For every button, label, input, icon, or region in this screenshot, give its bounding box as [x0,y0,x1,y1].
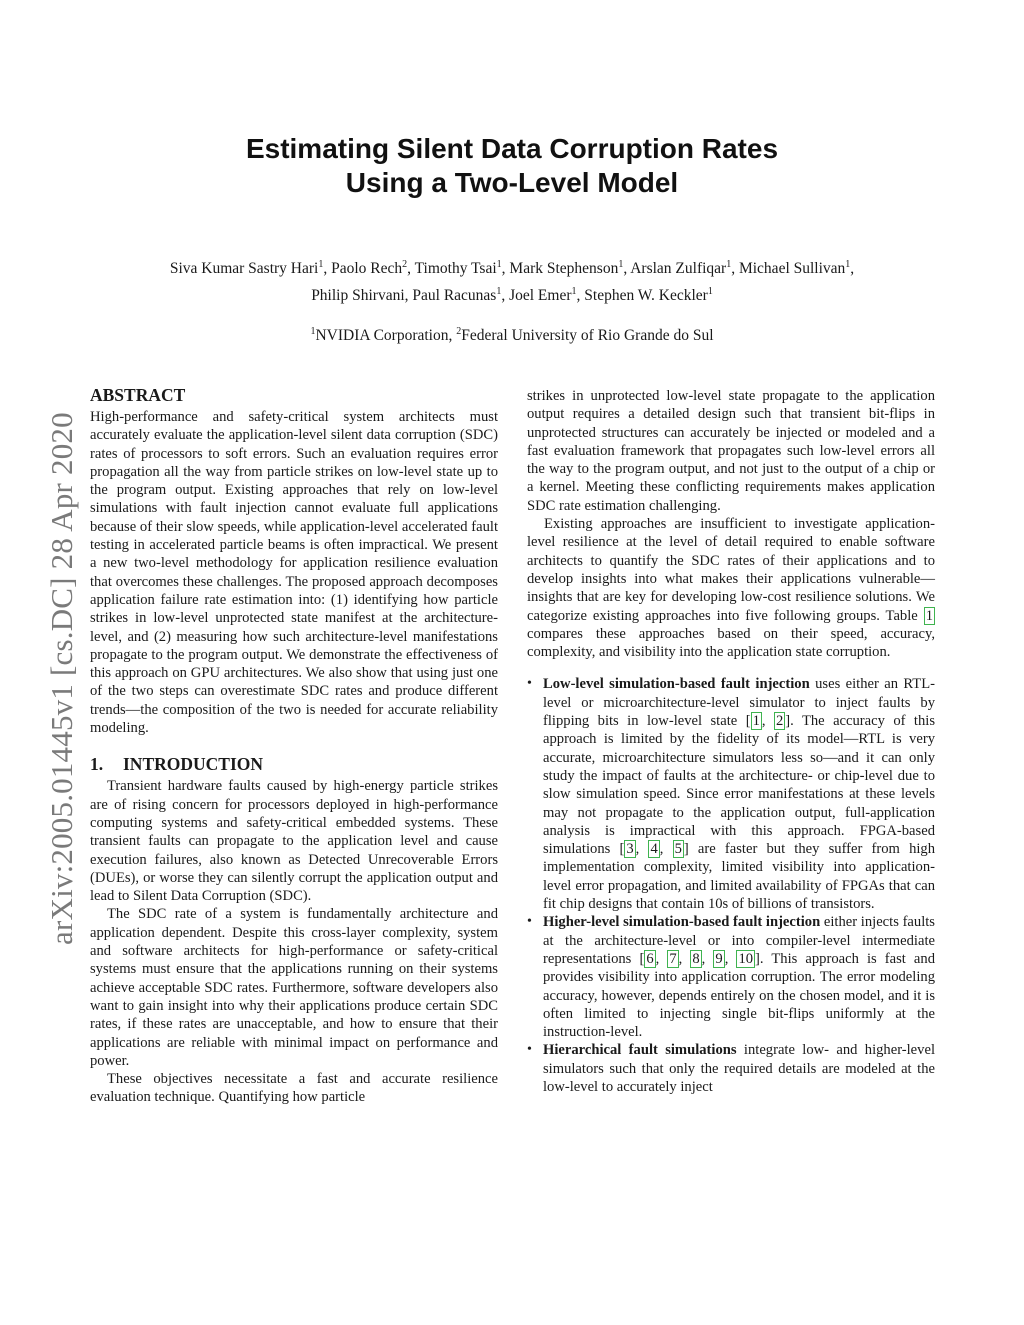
abstract-text: High-performance and safety-critical system architects must accurately evaluate the application-level silent data corruption (SDC) rates of processors to soft errors. Such an evaluation requires error propagation all the way from particle strikes on low-level state up to the program output. Existing approaches that rely on low-level simulations with fault injection cannot evaluate full applications because of their slow speeds, while application-level accelerated fault testing in accelerated particle beams is often impractical. We present a new two-level methodology for application resilience evaluation that overcomes these challenges. The proposed approach decomposes application failure rate estimation into: (1) identifying how particle strikes in low-level unprotected state manifest at the architecture-level, and (2) measuring how such architecture-level manifestations propagate to the program output. We demonstrate the effectiveness of this approach on GPU architectures. We also show that using just one of the two steps can overestimate SDC rates and produce different trends—the composition of the two is needed for accurate reliability modeling. [90,409,498,737]
citation-link[interactable]: 1 [752,713,760,730]
author-line-2 [0,282,1024,309]
section-number: 1. [90,754,104,775]
author: Stephen W. Keckler$^1$ [584,286,713,304]
intro-paragraph-1: Transient hardware faults caused by high-energy particle strikes are of rising concern for processors deployed in high-performance computing systems and safety-critical embedded systems. These transient faults can propagate to the application level and cause execution failures, also known as Detected Unrecoverable Errors (DUEs), or worse they can silently corrupt the application output and lead to Silent Data Corruption (SDC). [90,778,498,905]
intro-paragraph-4: Existing approaches are insufficient to investigate application-level resilience at the level of detail required to enable software architects to quantify the SDC rates of their applications and to develop insights into what makes their applications vulnerable—insights that are key for developing low-cost resilience solutions. We categorize existing approaches into five following groups. Table 1 compares these approaches based on their speed, accuracy, complexity, and visibility into the application state corruption. [527,516,935,661]
affiliation: $^1$NVIDIA Corporation, [310,326,457,344]
bullet-icon: • [527,1042,532,1058]
affiliation: $^2$Federal University of Rio Grande do Sul [456,326,714,344]
introduction-heading [90,753,498,775]
author: Arslan Zulfiqar$^1$, [630,259,739,277]
list-item: • Hierarchical fault simulations integrate low- and higher-level simulators such that only the required details are modeled at the low-level to accurately inject [527,1042,935,1095]
citation-link[interactable]: 8 [692,950,700,967]
author-list [0,255,1024,309]
author: Siva Kumar Sastry Hari$^1$, [169,259,332,277]
citation-link[interactable]: 9 [715,950,723,967]
author: Joel Emer$^1$, [509,286,585,304]
arxiv-stamp-area [22,345,79,945]
affiliations [0,325,1024,347]
bullet-icon: • [527,676,532,692]
section-title: INTRODUCTION [123,754,264,775]
left-column [90,384,498,1107]
author: Timothy Tsai$^1$, [414,259,510,277]
list-item: • Higher-level simulation-based fault injection either injects faults at the architecture-level or into compiler-level intermediate representations [ 6 , 7 , 8 , 9 , 10 ]. This approach is fast and provides visibility into application corruption. The error modeling accuracy, however, depends entirely on the chosen model, and it is often limited to injecting single bit-flips uniformly at the instruction-level. [527,914,936,1041]
intro-paragraph-3: These objectives necessitate a fast and accurate resilience evaluation technique. Quantifying how particle [90,1071,498,1106]
citation-link[interactable]: 6 [646,950,654,967]
author: Michael Sullivan$^1$, [738,259,855,277]
author: Paul Racunas$^1$, [412,286,510,304]
abstract-heading: ABSTRACT [90,385,186,405]
author-line-1 [0,255,1024,282]
table-reference-link[interactable]: 1 [925,607,933,624]
intro-paragraph-continued: strikes in unprotected low-level state propagate to the application output requires a detailed design such that transient bit-flips in unprotected structures can accurately be injected or modeled and a fast evaluation framework that propagates such low-level errors all the way to the program output, and not just to the output of a chip or a kernel. Meeting these conflicting requirements makes application SDC rate estimation challenging. [527,388,935,514]
right-column [527,387,935,1096]
title-line-1: Estimating Silent Data Corruption Rates [245,133,779,164]
list-item: • Low-level simulation-based fault injection uses either an RTL-level or microarchitecture-level simulator to inject faults by flipping bits in low-level state [ 1 , 2 ]. The accuracy of this approach is limited by the fidelity of its model—RTL is very accurate, microarchitecture simulators less so—and it can only study the impact of faults at the architecture- or chip-level due to slow simulation speed. Since error manifestations at these levels may not propagate to the application output, full-application analysis is impractical with this approach. FPGA-based simulations [ 3 , 4 , 5 ] are faster but they suffer from high implementation complexity, limited visibility into application-level error propagation, and limited availability of FPGAs that can fit chip designs that contain 10s of billions of transistors. [527,676,936,913]
bullet-icon: • [527,914,532,930]
citation-link[interactable]: 10 [738,950,754,967]
author: Mark Stephenson$^1$, [509,259,631,277]
author: Paolo Rech$^2$, [331,259,415,277]
paper-title [0,132,1024,200]
intro-paragraph-2: The SDC rate of a system is fundamentally architecture and application dependent. Despite this cross-layer complexity, system and software architects for high-performance or safety-critical systems must ensure that the applications running on their systems achieve acceptable SDC rates. Furthermore, software developers also want to gain insight into why their applications produce certain SDC rates, if these rates are unacceptable, and how to ensure that their applications are reliable with minimal impact on performance and power. [90,906,498,1069]
arxiv-identifier: arXiv:2005.01445v1 [cs.DC] 28 Apr 2020 [44,412,79,945]
citation-link[interactable]: 7 [669,950,677,967]
title-line-2: Using a Two-Level Model [345,167,679,198]
approach-list [527,675,935,1096]
citation-link[interactable]: 4 [650,841,658,858]
author: Philip Shirvani, [311,287,413,304]
citation-link[interactable]: 3 [626,841,634,858]
citation-link[interactable]: 2 [775,713,784,730]
citation-link[interactable]: 5 [674,841,682,858]
